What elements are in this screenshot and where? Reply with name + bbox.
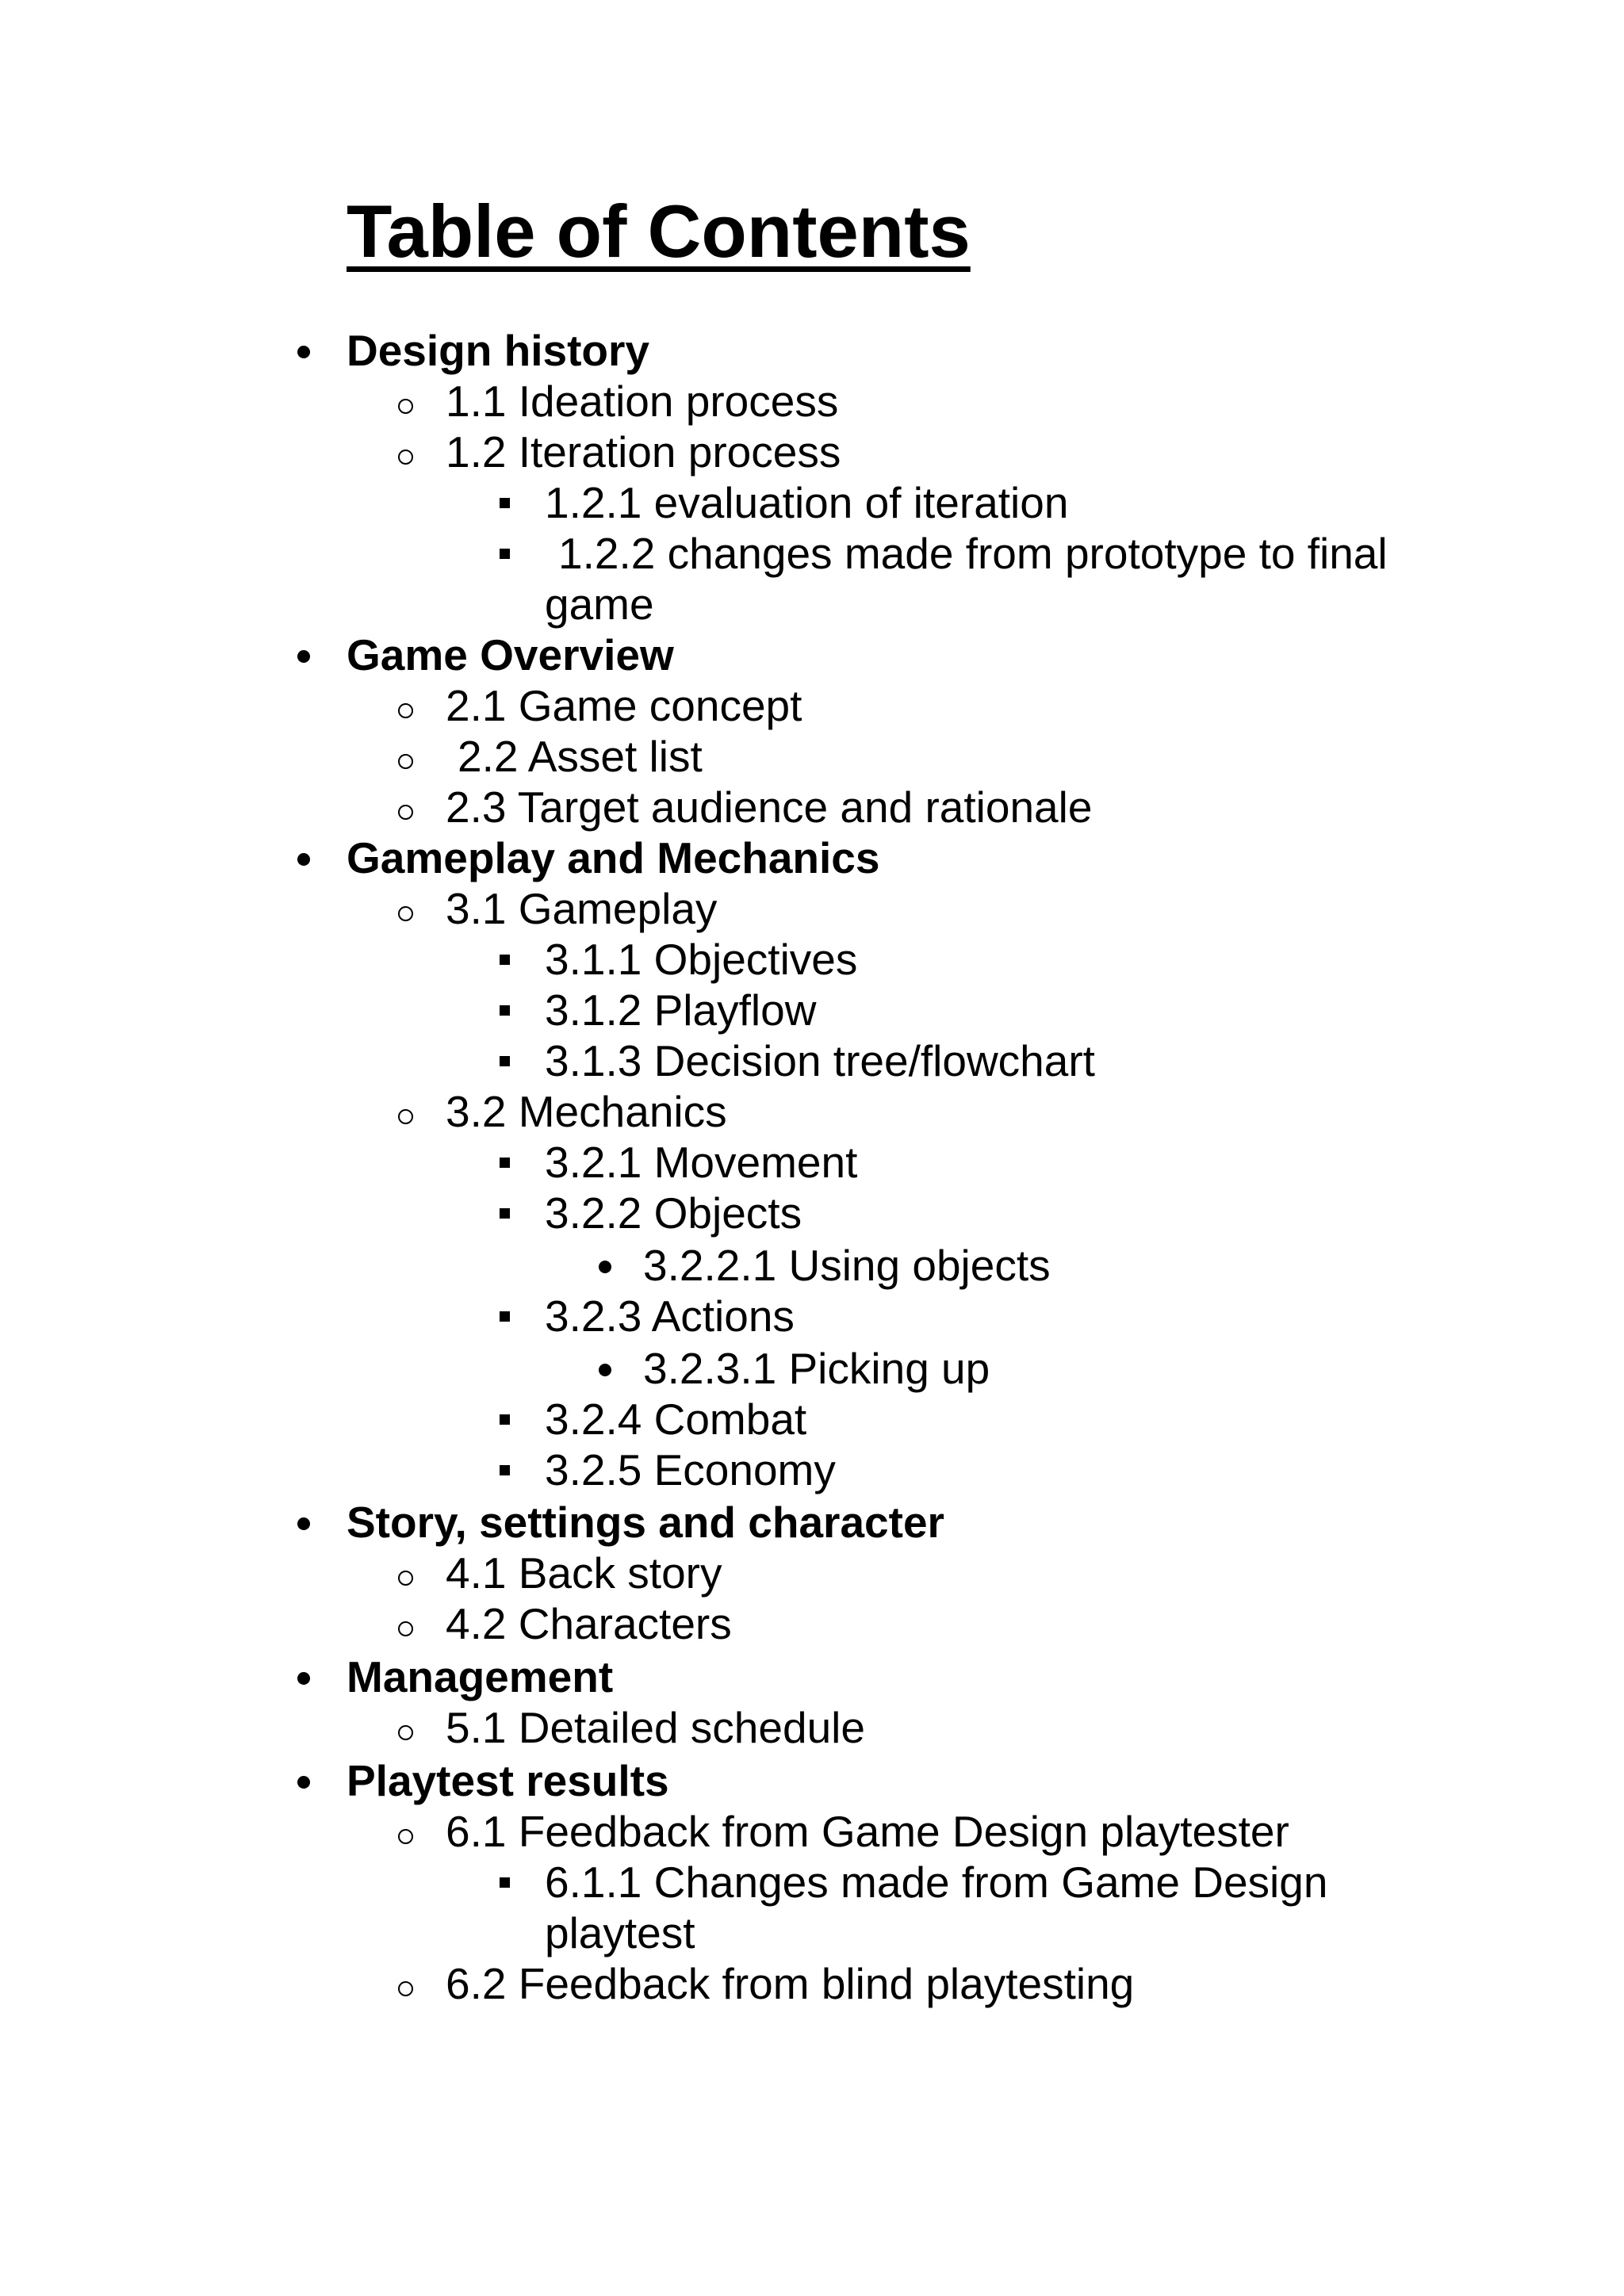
bullet-square-icon — [500, 1158, 510, 1168]
toc-item-label: 3.1.1 Objectives — [545, 935, 858, 984]
bullet-circle-icon — [398, 805, 413, 820]
toc-item-1-2-2-continuation: game — [545, 580, 654, 629]
toc-item-label: 5.1 Detailed schedule — [446, 1703, 865, 1752]
page-title: Table of Contents — [347, 189, 971, 273]
toc-item-label: 6.1 Feedback from Game Design playtester — [446, 1807, 1289, 1856]
bullet-circle-icon — [398, 450, 413, 465]
bullet-circle-icon — [398, 1621, 413, 1636]
toc-item-label: 4.1 Back story — [446, 1548, 722, 1598]
toc-item-label: 3.1.3 Decision tree/flowchart — [545, 1036, 1095, 1085]
toc-item-label: 1.2.1 evaluation of iteration — [545, 478, 1069, 527]
bullet-disc-icon — [599, 1364, 611, 1376]
toc-section-label: Gameplay and Mechanics — [347, 833, 880, 882]
toc-section-label: Playtest results — [347, 1756, 669, 1805]
bullet-disc-icon — [599, 1261, 611, 1273]
bullet-disc-icon — [297, 1672, 310, 1685]
toc-item-label: 3.2.4 Combat — [545, 1395, 807, 1444]
bullet-circle-icon — [398, 754, 413, 769]
toc-section-label: Design history — [347, 326, 650, 375]
toc-item-label: 2.3 Target audience and rationale — [446, 783, 1093, 832]
toc-item-label: 3.2.2.1 Using objects — [643, 1241, 1051, 1290]
toc-item-label: 3.2.2 Objects — [545, 1188, 802, 1238]
bullet-circle-icon — [398, 703, 413, 718]
bullet-circle-icon — [398, 906, 413, 921]
toc-item-6-1-1-continuation: playtest — [545, 1908, 695, 1957]
bullet-circle-icon — [398, 1109, 413, 1124]
bullet-circle-icon — [398, 1571, 413, 1586]
toc-item-label: 2.1 Game concept — [446, 681, 802, 730]
bullet-square-icon — [500, 1311, 510, 1322]
bullet-square-icon — [500, 1465, 510, 1475]
toc-item-label: 1.2.2 changes made from prototype to final — [558, 529, 1388, 578]
bullet-disc-icon — [297, 346, 310, 358]
toc-item-label: 3.2.5 Economy — [545, 1445, 836, 1494]
bullet-disc-icon — [297, 650, 310, 663]
bullet-disc-icon — [297, 1776, 310, 1789]
toc-section-label: Management — [347, 1652, 614, 1701]
toc-item-label: 2.2 Asset list — [458, 732, 703, 781]
bullet-circle-icon — [398, 1981, 413, 1996]
bullet-disc-icon — [297, 1517, 310, 1530]
bullet-square-icon — [500, 955, 510, 965]
bullet-circle-icon — [398, 399, 413, 414]
toc-item-label: 6.2 Feedback from blind playtesting — [446, 1959, 1135, 2008]
toc-section-label: Story, settings and character — [347, 1498, 944, 1547]
bullet-square-icon — [500, 1005, 510, 1016]
bullet-circle-icon — [398, 1725, 413, 1740]
toc-item-label: 3.2.1 Movement — [545, 1138, 858, 1187]
toc-item-label: 1.2 Iteration process — [446, 427, 841, 476]
bullet-square-icon — [500, 1414, 510, 1425]
bullet-square-icon — [500, 1208, 510, 1219]
toc-item-label: 3.2.3 Actions — [545, 1292, 795, 1341]
toc-item-label: 3.1.2 Playflow — [545, 985, 817, 1035]
toc-item-label: 4.2 Characters — [446, 1599, 732, 1648]
toc-item-label: 3.2.3.1 Picking up — [643, 1344, 990, 1393]
toc-item-label: 6.1.1 Changes made from Game Design — [545, 1858, 1328, 1907]
bullet-square-icon — [500, 1056, 510, 1066]
bullet-square-icon — [500, 498, 510, 508]
bullet-disc-icon — [297, 853, 310, 866]
toc-item-label: 3.2 Mechanics — [446, 1087, 727, 1136]
toc-section-label: Game Overview — [347, 630, 674, 679]
bullet-square-icon — [500, 1877, 510, 1888]
bullet-circle-icon — [398, 1829, 413, 1844]
toc-item-label: 1.1 Ideation process — [446, 377, 839, 426]
bullet-square-icon — [500, 549, 510, 559]
toc-item-label: 3.1 Gameplay — [446, 884, 718, 933]
